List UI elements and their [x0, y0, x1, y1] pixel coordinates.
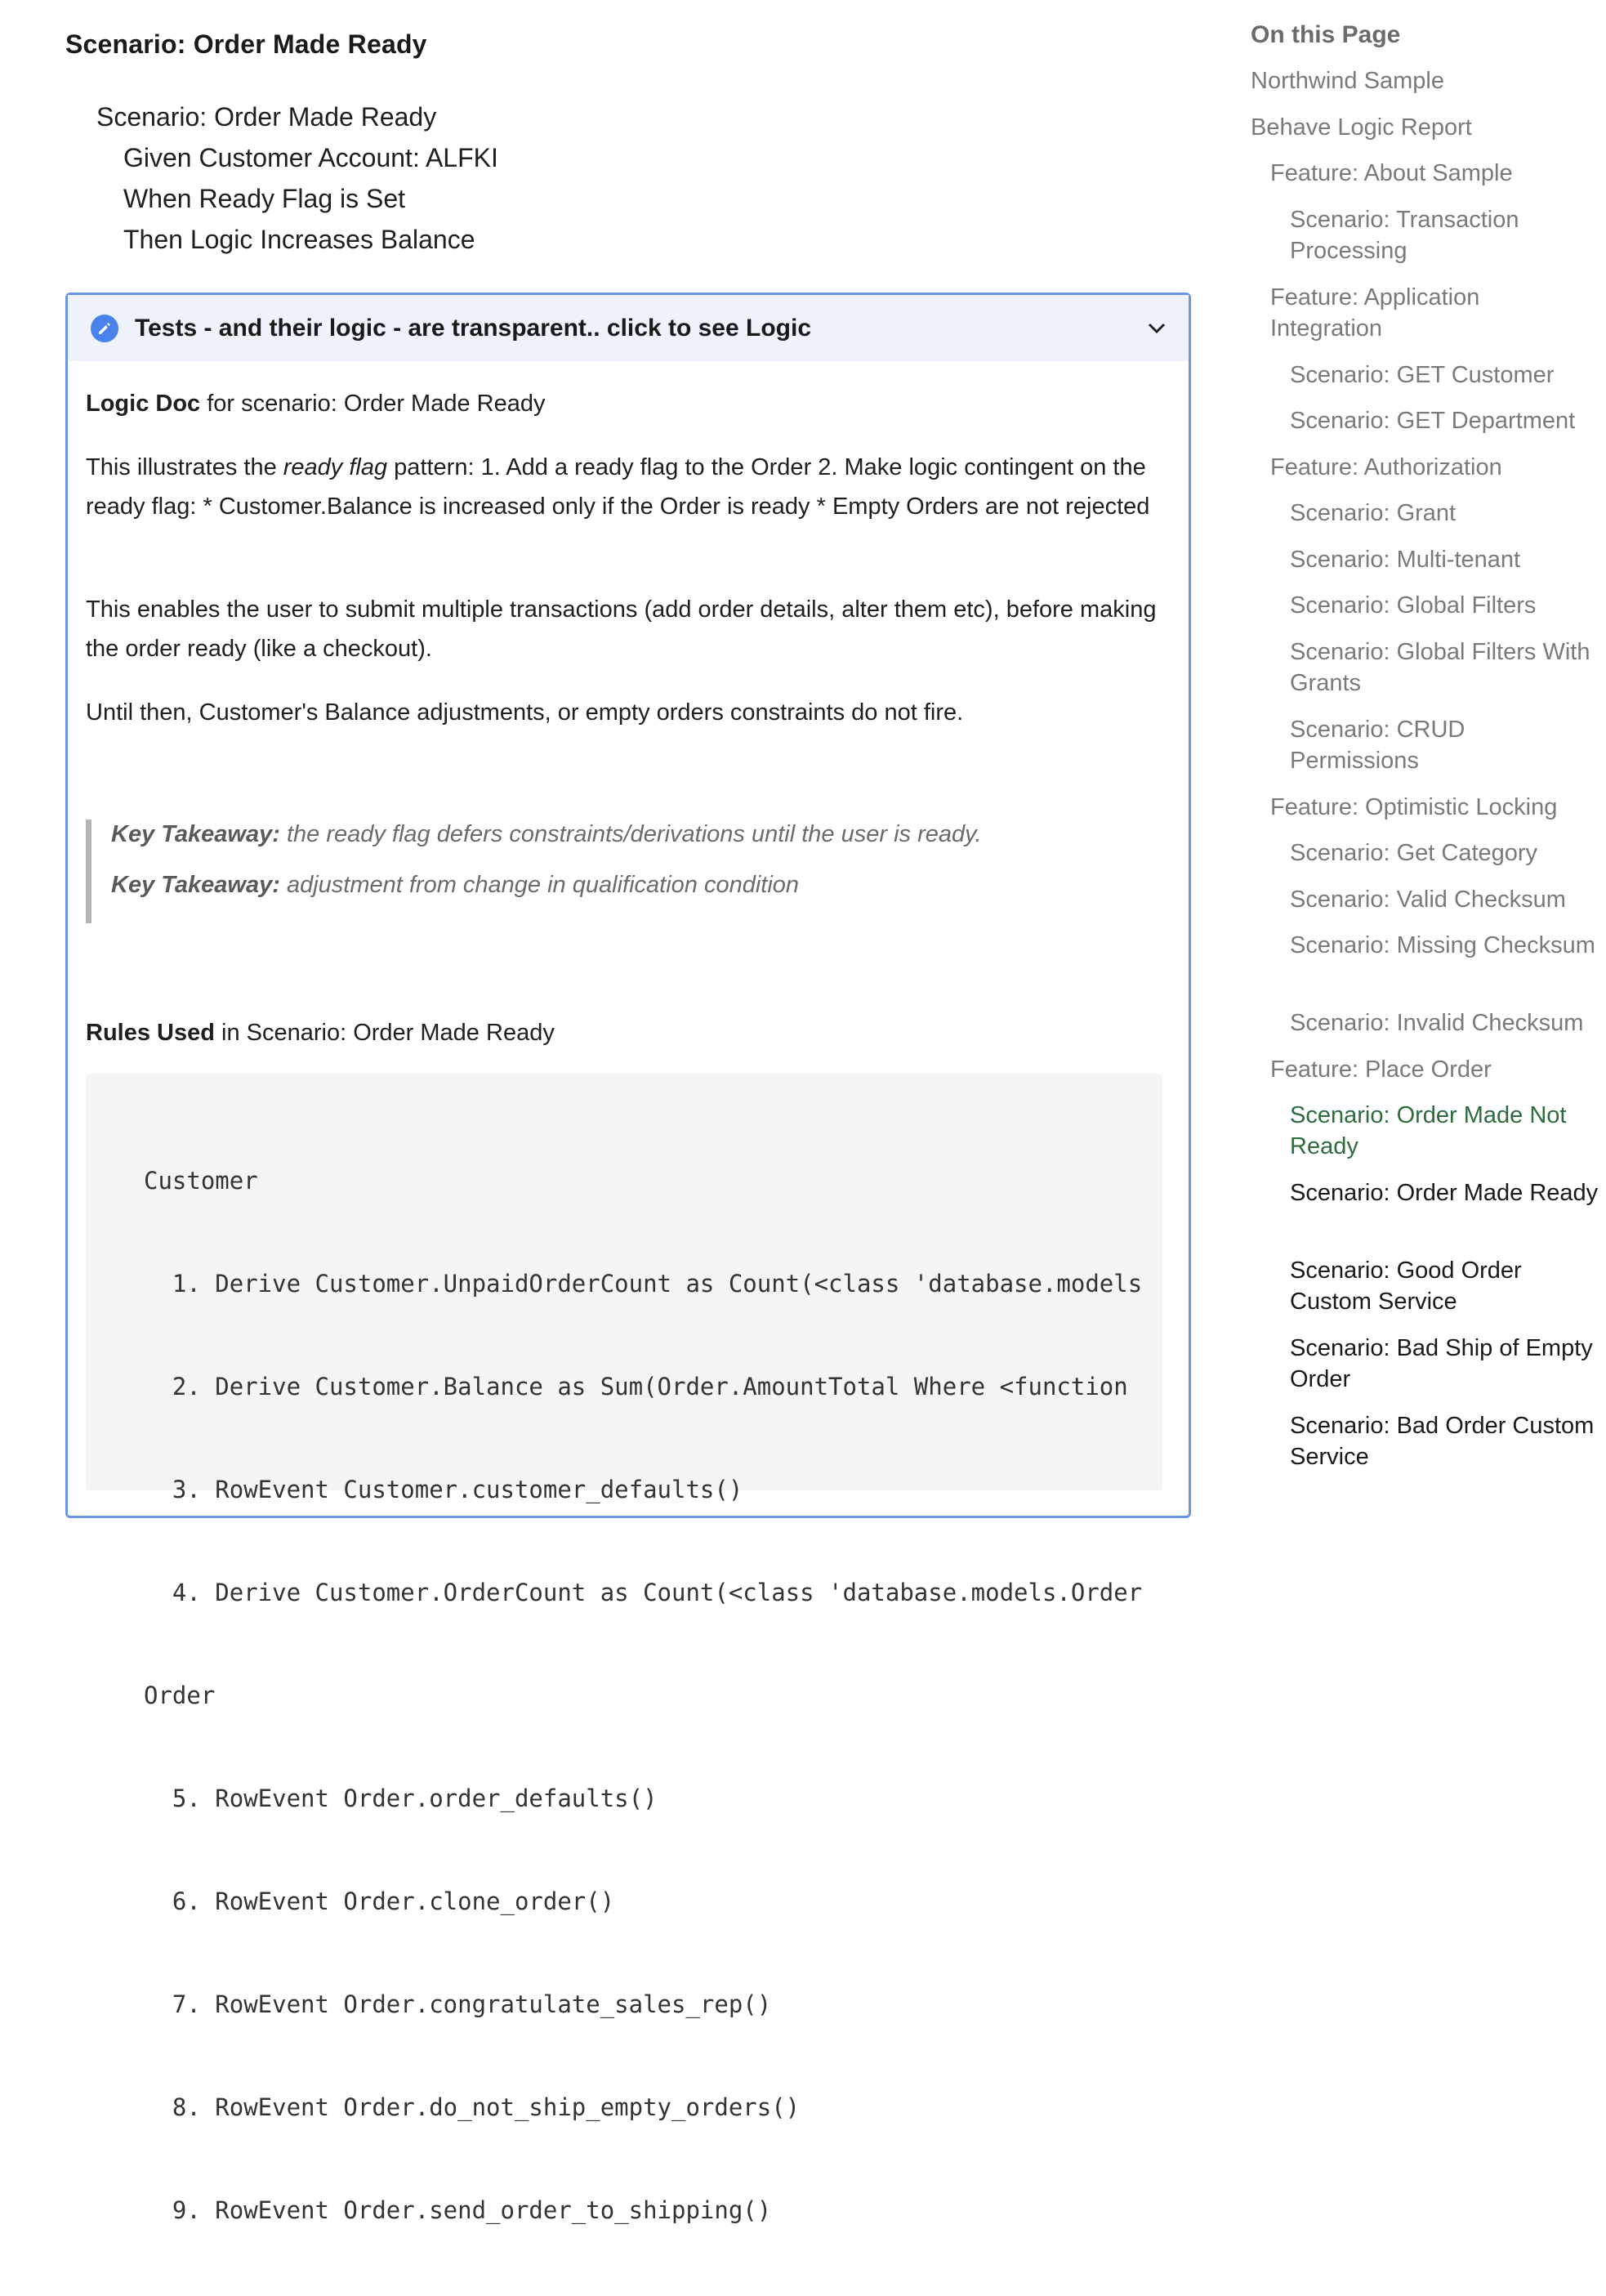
toc-item-feature-about-sample[interactable]: Feature: About Sample: [1270, 160, 1513, 186]
toc-item-behave-logic-report[interactable]: Behave Logic Report: [1251, 114, 1472, 141]
toc-item-northwind-sample[interactable]: Northwind Sample: [1251, 68, 1444, 94]
code-line: 5. RowEvent Order.order_defaults(): [144, 1785, 658, 1812]
takeaway-text: the ready flag defers constraints/derivations until the user is ready.: [279, 821, 982, 847]
chevron-down-icon[interactable]: [1144, 316, 1169, 341]
rules-used-suffix: in Scenario: Order Made Ready: [214, 1020, 555, 1046]
takeaway-text: adjustment from change in qualification condition: [279, 872, 800, 898]
code-line: 2. Derive Customer.Balance as Sum(Order.AmountTotal Where <function: [144, 1373, 1143, 1400]
code-line: 6. RowEvent Order.clone_order(): [144, 1887, 615, 1915]
code-line: 8. RowEvent Order.do_not_ship_empty_orders(): [144, 2093, 801, 2121]
toc-item-scenario-bad-order-custom-service[interactable]: Scenario: Bad Order Custom Service: [1290, 1413, 1595, 1470]
toc-item-scenario-invalid-checksum[interactable]: Scenario: Invalid Checksum: [1290, 1010, 1584, 1036]
rules-code-block: [86, 1074, 1162, 2224]
rules-used-heading: [86, 1013, 555, 1052]
toc-item-scenario-valid-checksum[interactable]: Scenario: Valid Checksum: [1290, 887, 1566, 913]
toc-item-scenario-get-customer[interactable]: Scenario: GET Customer: [1290, 362, 1555, 388]
pattern-paragraph: [86, 448, 1164, 526]
pencil-icon: [91, 315, 118, 342]
takeaway-label: Key Takeaway:: [111, 872, 280, 898]
toc-item-scenario-global-filters[interactable]: Scenario: Global Filters: [1290, 592, 1537, 619]
code-line: 3. RowEvent Customer.customer_defaults(): [144, 1476, 743, 1503]
code-line: Customer: [144, 1167, 258, 1195]
logic-doc-label: Logic Doc: [86, 391, 201, 417]
toc-item-feature-place-order[interactable]: Feature: Place Order: [1270, 1056, 1492, 1083]
code-line: 9. RowEvent Order.send_order_to_shipping(): [144, 2196, 772, 2224]
key-takeaways-quote: [86, 820, 1164, 923]
gherkin-scenario: Scenario: Order Made Ready: [96, 102, 437, 132]
until-paragraph: Until then, Customer's Balance adjustments, or empty orders constraints do not fire.: [86, 699, 964, 726]
logic-doc-suffix: for scenario: Order Made Ready: [200, 391, 546, 417]
gherkin-step-then: Then Logic Increases Balance: [123, 225, 475, 254]
takeaway-2: [111, 870, 1164, 900]
takeaway-label: Key Takeaway:: [111, 821, 280, 847]
toc-item-scenario-get-category[interactable]: Scenario: Get Category: [1290, 840, 1538, 866]
admonition-toggle[interactable]: [68, 295, 1189, 361]
toc-item-feature-optimistic-locking[interactable]: Feature: Optimistic Locking: [1270, 794, 1558, 820]
gherkin-step-when: When Ready Flag is Set: [123, 184, 406, 213]
toc-item-feature-authorization[interactable]: Feature: Authorization: [1270, 454, 1502, 480]
para1-text-before: This illustrates the: [86, 454, 283, 480]
toc-item-scenario-missing-checksum[interactable]: Scenario: Missing Checksum: [1290, 932, 1595, 958]
code-line: 4. Derive Customer.OrderCount as Count(<class 'database.models.Order: [144, 1579, 1143, 1606]
toc-item-scenario-grant[interactable]: Scenario: Grant: [1290, 500, 1457, 526]
toc-item-scenario-crud-permissions[interactable]: Scenario: CRUD Permissions: [1290, 717, 1465, 774]
toc-heading: On this Page: [1251, 21, 1401, 48]
page-title: Scenario: Order Made Ready: [65, 29, 427, 59]
code-line: Order: [144, 1682, 216, 1709]
takeaway-1: [111, 820, 1164, 849]
enables-paragraph: This enables the user to submit multiple transactions (add order details, alter them etc), before making the order ready (like a checkout).: [86, 596, 1157, 662]
toc-item-scenario-bad-ship-of-empty-order[interactable]: Scenario: Bad Ship of Empty Order: [1290, 1335, 1593, 1392]
toc-item-scenario-order-made-not-ready[interactable]: Scenario: Order Made Not Ready: [1290, 1102, 1567, 1159]
gherkin-block: [96, 96, 498, 260]
toc-item-feature-application-integration[interactable]: Feature: Application Integration: [1270, 284, 1480, 342]
gherkin-step-given: Given Customer Account: ALFKI: [123, 143, 498, 172]
para1-text-after: pattern: 1. Add a ready flag to the Order 2. Make logic contingent on the ready flag: * Customer.Balance is increased only if the Order is ready * Empty Orders are not rejected: [86, 454, 1150, 520]
code-line: 1. Derive Customer.UnpaidOrderCount as Count(<class 'database.models: [144, 1270, 1143, 1298]
logic-doc-heading: [86, 384, 545, 423]
rules-used-label: Rules Used: [86, 1020, 215, 1046]
para1-emphasis: ready flag: [283, 454, 388, 480]
toc-item-scenario-multi-tenant[interactable]: Scenario: Multi-tenant: [1290, 547, 1521, 573]
toc-item-scenario-order-made-ready[interactable]: Scenario: Order Made Ready: [1290, 1180, 1599, 1206]
toc-item-scenario-global-filters-with-grants[interactable]: Scenario: Global Filters With Grants: [1290, 639, 1590, 696]
admonition-title: Tests - and their logic - are transparent.. click to see Logic: [135, 314, 812, 342]
toc-item-scenario-get-department[interactable]: Scenario: GET Department: [1290, 408, 1576, 434]
code-line: 7. RowEvent Order.congratulate_sales_rep(): [144, 1990, 772, 2018]
toc-item-scenario-good-order-custom-service[interactable]: Scenario: Good Order Custom Service: [1290, 1257, 1522, 1315]
toc-item-scenario-transaction-processing[interactable]: Scenario: Transaction Processing: [1290, 207, 1519, 264]
